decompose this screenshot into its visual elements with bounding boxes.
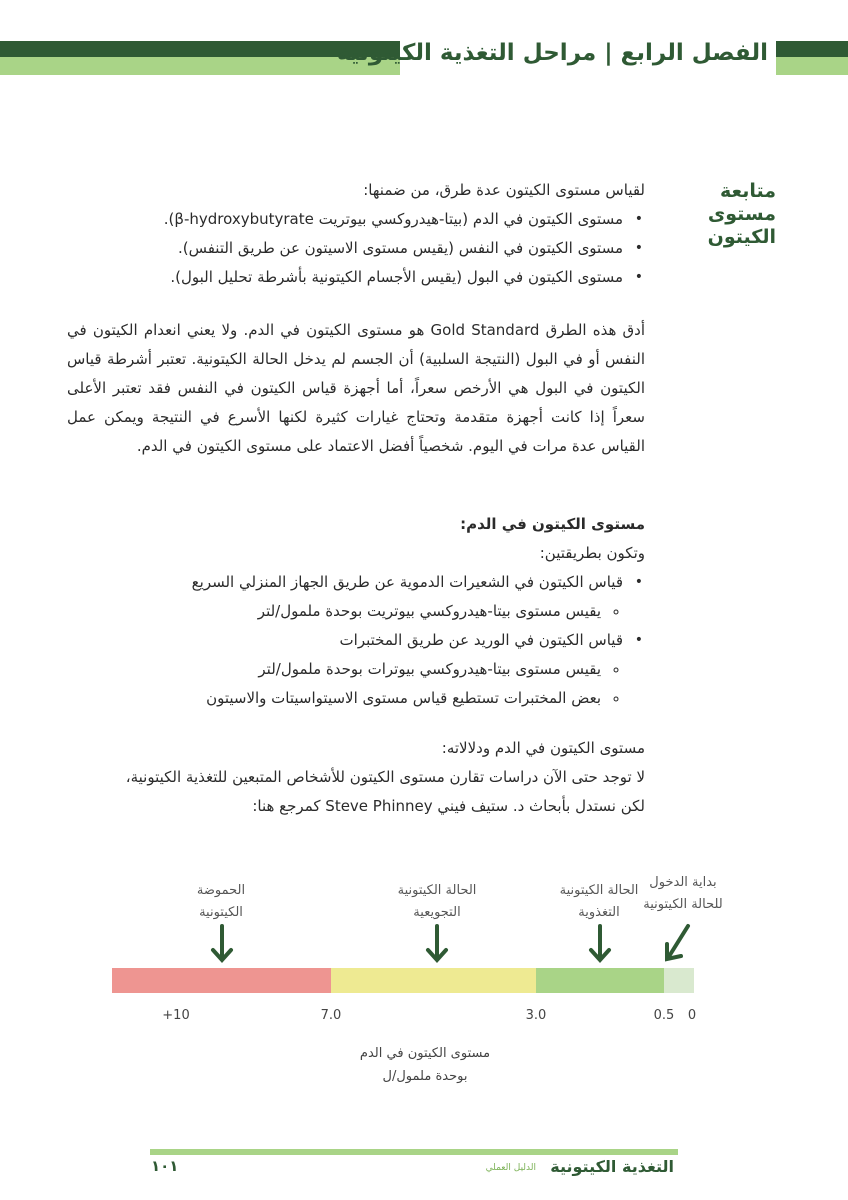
list-item: • مستوى الكيتون في البول (يقيس الأجسام الكيتونية بأشرطة تحليل البول). (67, 263, 623, 292)
zone-label (398, 880, 477, 924)
zone-bar (536, 968, 664, 993)
list-item: • مستوى الكيتون في الدم (بيتا-هيدروكسي بيوتريت β-hydroxybutyrate). (67, 205, 623, 234)
footer-subtitle: الدليل العملي (485, 1163, 536, 1173)
zone-label-line: الحموضة (196, 883, 246, 898)
axis-title-line: مستوى الكيتون في الدم (359, 1046, 491, 1061)
list-item: • مستوى الكيتون في النفس (يقيس مستوى الاسيتون عن طريق التنفس). (67, 234, 623, 263)
zone-bar (331, 968, 536, 993)
methods-list-2 (67, 626, 645, 655)
tick-label: 0.5 (653, 1008, 675, 1023)
arrow-down-icon (667, 926, 688, 959)
zone-label-line: التغذوية (578, 905, 620, 920)
tick-label: +10 (162, 1008, 190, 1023)
zone-label-line: الكيتونية (199, 905, 243, 920)
footer-line (150, 1149, 678, 1155)
axis-title (360, 1042, 490, 1088)
section-heading: مستوى الكيتون في الدم: (460, 515, 645, 533)
zone-label-line: للحالة الكيتونية (643, 897, 723, 912)
zone-label (560, 880, 639, 924)
arrow-down-icon (213, 926, 231, 960)
tick-label: 3.0 (525, 1008, 547, 1023)
zone-label-line: التجويعية (413, 905, 461, 920)
header-bar-light-right (776, 57, 848, 75)
zone-label (643, 872, 723, 916)
zone-label-line: الحالة الكيتونية (559, 883, 639, 898)
zone-label (197, 880, 245, 924)
zone-label-line: بداية الدخول (649, 875, 717, 890)
zone-bar (664, 968, 694, 993)
blood-ketone-section (67, 510, 645, 713)
section-lead: وتكون بطريقتين: (539, 544, 645, 562)
meaning-section (67, 734, 645, 821)
intro-lead: لقياس مستوى الكيتون عدة طرق، من ضمنها: (363, 181, 645, 199)
zone-label-line: الحالة الكيتونية (397, 883, 477, 898)
axis-title-line: بوحدة ملمول/ل (382, 1069, 468, 1084)
methods-list (67, 568, 645, 597)
list-item: ∘ بعض المختبرات تستطيع قياس مستوى الاسيتواسيتات والاسيتون (67, 684, 601, 713)
zone-bar (112, 968, 331, 993)
list-item: • قياس الكيتون في الوريد عن طريق المختبرات (67, 626, 623, 655)
ketone-level-chart (0, 860, 848, 1100)
intro-list (67, 205, 645, 292)
arrow-down-icon (591, 926, 609, 960)
section-heading: مستوى الكيتون في الدم ودلالاته: (441, 739, 645, 757)
paragraph-text: أدق هذه الطرق Gold Standard هو مستوى الكيتون في الدم. ولا يعني انعدام الكيتون في النفس أو في البول (النتيجة السلبية) أن الجسم لم يدخل الحالة الكيتونية. تعتبر أشرطة قياس الكيتون في البول هي الأرخص سعراً، أما أجهزة قياس الكيتون في النفس فقد تعتبر الأعلى سعراً إذا كانت أجهزة متقدمة وتحتاج غيارات كثيرة لكنها الأسرع في النتيجة ويمكن عمل القياس عدة مرات في اليوم. شخصياً أفضل الاعتماد على مستوى الكيتون في الدم. (67, 321, 646, 455)
header-bar-dark-right (776, 41, 848, 57)
tick-label: 0 (687, 1008, 697, 1023)
intro-block (67, 176, 645, 292)
arrow-down-icon (428, 926, 446, 960)
section-side-title: متابعة مستوى الكيتون (707, 180, 776, 248)
list-item: ∘ يقيس مستوى بيتا-هيدروكسي بيوتريت بوحدة ملمول/لتر (67, 597, 601, 626)
body-paragraph (67, 316, 645, 461)
meaning-line: لكن نستدل بأبحاث د. ستيف فيني Steve Phinney كمرجع هنا: (252, 797, 645, 815)
method1-sublist (67, 597, 645, 626)
method2-sublist (67, 655, 645, 713)
list-item: • قياس الكيتون في الشعيرات الدموية عن طريق الجهاز المنزلي السريع (67, 568, 623, 597)
meaning-line: لا توجد حتى الآن دراسات تقارن مستوى الكيتون للأشخاص المتبعين للتغذية الكيتونية، (125, 768, 645, 786)
page-number: ١٠١ (151, 1157, 179, 1175)
footer-title: التغذية الكيتونية (550, 1157, 674, 1176)
tick-label: 7.0 (320, 1008, 342, 1023)
chapter-title: الفصل الرابع | مراحل التغذية الكيتونية (336, 40, 768, 66)
list-item: ∘ يقيس مستوى بيتا-هيدروكسي بيوترات بوحدة ملمول/لتر (67, 655, 601, 684)
